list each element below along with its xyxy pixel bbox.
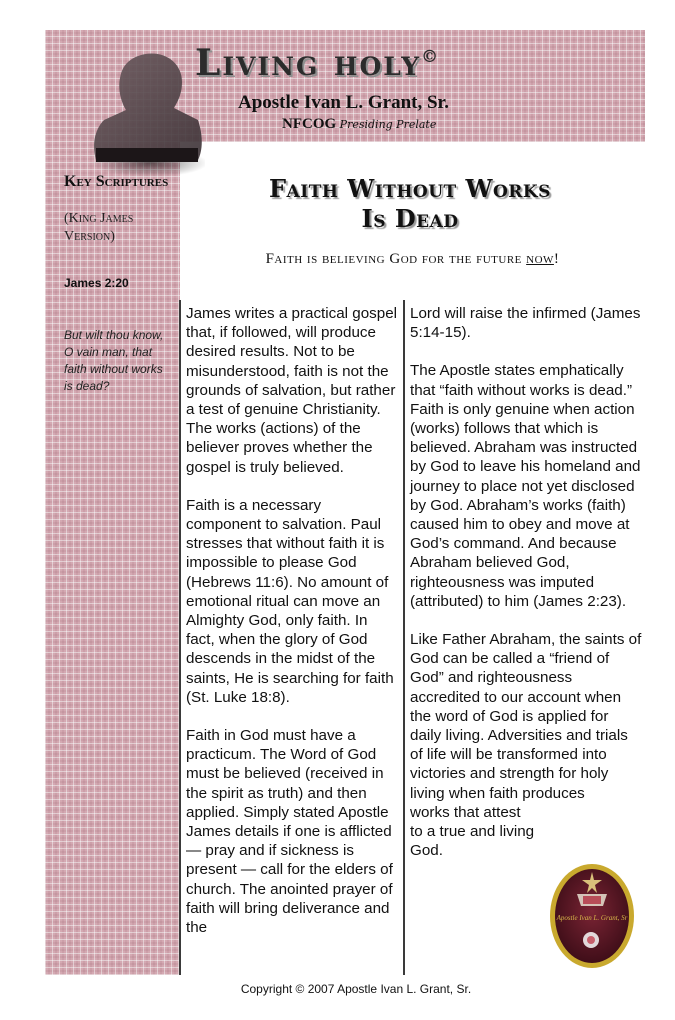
apostle-seal-emblem (547, 860, 637, 970)
author-name: Apostle Ivan L. Grant, Sr. (238, 92, 449, 113)
article-title (210, 174, 610, 234)
newsletter-title (195, 42, 595, 84)
article-title-line-2: Is Dead (361, 204, 459, 233)
subtitle-end: ! (553, 251, 560, 267)
seal-text: Apostle Ivan L. Grant, Sr (556, 914, 628, 922)
key-scriptures-heading: Key Scriptures (64, 173, 169, 190)
scripture-version: (King James Version) (64, 211, 134, 244)
article-title-line-1: Faith Without Works (269, 174, 551, 203)
article-column-1 (186, 304, 400, 956)
subtitle-text: Faith is believing God for the future (265, 251, 527, 267)
copyright-footer: Copyright © 2007 Apostle Ivan L. Grant, Sr. (240, 982, 472, 996)
org-role: Presiding Prelate (339, 118, 437, 131)
paragraph: Like Father Abraham, the saints of God can be called a “friend of God” and righteousness accredited to our account when the word of God is applied for daily living. Adversities and trials of life will be transformed into victories and strength for holy living when faith produces (410, 631, 642, 802)
copyright-mark: © (421, 47, 439, 67)
paragraph: works that attest to a true and living God. (410, 803, 535, 860)
paragraph: The Apostle states emphatically that “faith without works is dead.” Faith is only genuine when action (works) follows that which is believed. Abraham was instructed by God to leave his homeland and journey to place not yet disclosed by God. Abraham’s works (faith) caused him to obey and move at God’s command. And because Abraham believed God, righteousness was imputed (attributed) to him (James 2:23). (410, 362, 641, 610)
subtitle-emphasis: now (526, 251, 554, 267)
sidebar-panel (45, 142, 180, 975)
paragraph: Lord will raise the infirmed (James 5:14-15). (410, 305, 641, 342)
title-text: Living holy (195, 42, 422, 84)
scripture-verse: But wilt thou know, O vain man, that faith without works is dead? (64, 328, 164, 393)
article-column-2 (410, 304, 642, 879)
column-divider-left (179, 300, 181, 975)
org-name: NFCOG (282, 116, 337, 132)
author-organization (282, 116, 436, 133)
paragraph: James writes a practical gospel that, if followed, will produce desired results. Not to be misunderstood, faith is not the grounds of salvation, but rather a test of genuine Christianity. The works (actions) of the believer proves whether the gospel is truly believed. (186, 305, 398, 476)
article-subtitle (200, 251, 625, 268)
scripture-reference: James 2:20 (64, 276, 129, 290)
paragraph: Faith in God must have a practicum. The Word of God must be believed (received in the spirit as truth) and then applied. Simply stated Apostle James details if one is afflicted — pray and if sickness is present — call for the elders of church. The anointed prayer of faith will bring deliverance and the (186, 727, 393, 937)
paragraph: Faith is a necessary component to salvation. Paul stresses that without faith it is impossible to please God (Hebrews 11:6). No amount of emotional ritual can move an Almighty God, only faith. In fact, when the glory of God descends in the midst of the saints, He is searching for faith (St. Luke 18:8). (186, 496, 394, 706)
column-divider-middle (403, 300, 405, 975)
author-silhouette-image (90, 48, 205, 178)
